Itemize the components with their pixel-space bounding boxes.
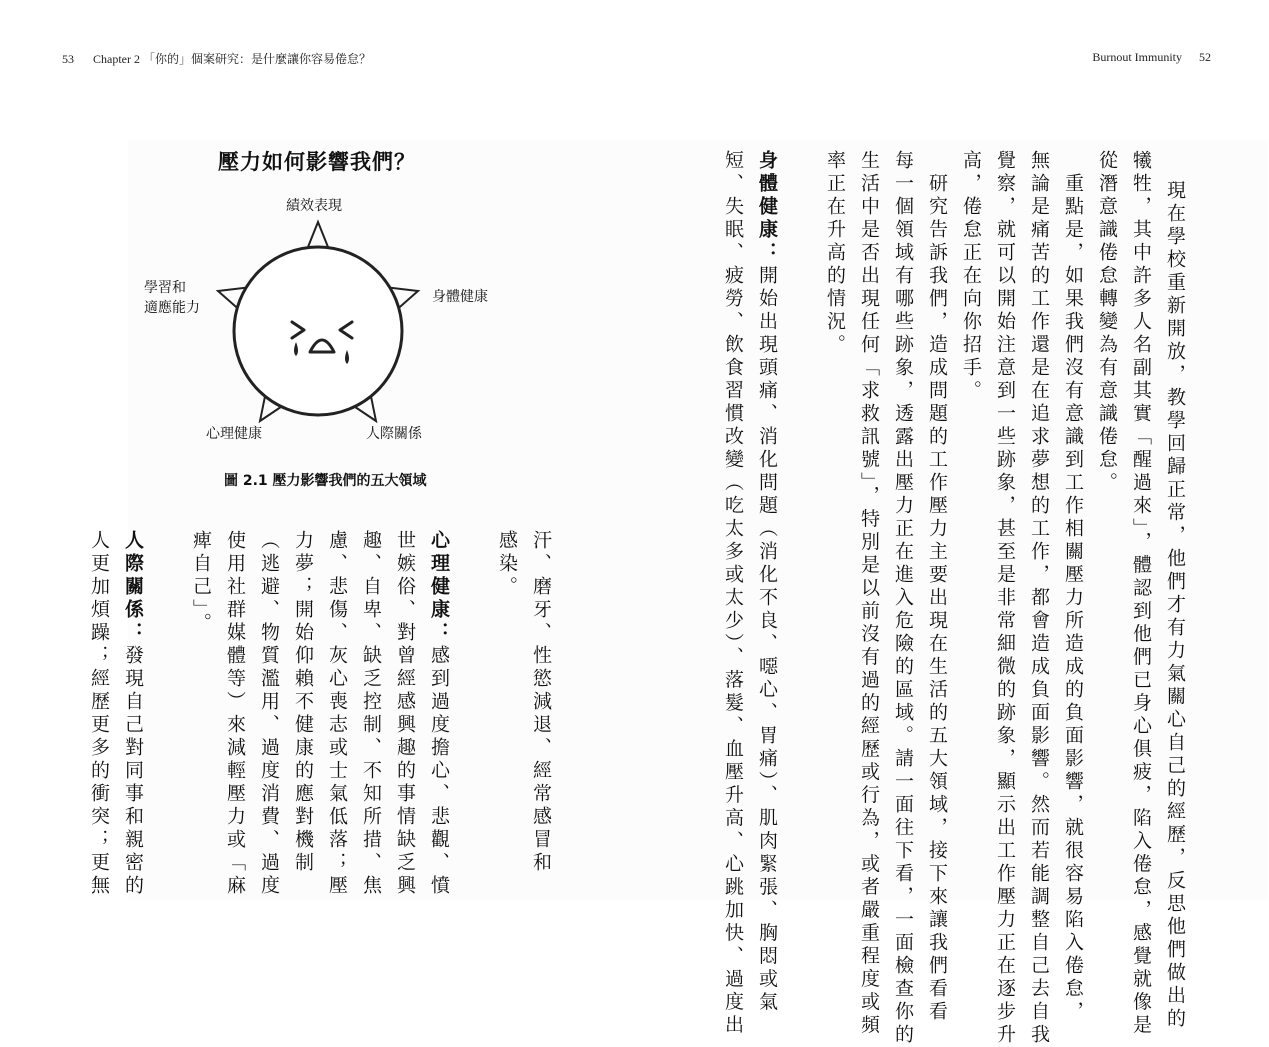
figure-title: 壓力如何影響我們？ <box>218 150 416 174</box>
text-column: 人更加煩躁；經歷更多的衝突；更無 <box>88 530 110 898</box>
text-column: 無論是痛苦的工作還是在追求夢想的工作，都會造成負面影響。然而若能調整自己去自我 <box>1028 150 1050 1047</box>
text-column: 重點是，如果我們沒有意識到工作相關壓力所造成的負面影響，就很容易陷入倦怠， <box>1062 150 1084 1024</box>
text-column: 短、失眠、疲勞、飲食習慣改變（吃太多或太少）、落髮、血壓升高、心跳加快、過度出 <box>722 150 744 1038</box>
label-mental-health: 心理健康 <box>206 426 262 442</box>
text-column: 從潛意識倦怠轉變為有意識倦怠。 <box>1096 150 1118 495</box>
text-column: （逃避、物質濫用、過度消費、過度 <box>258 530 280 898</box>
text-column: 力夢；開始仰賴不健康的應對機制 <box>292 530 314 875</box>
label-relationships: 人際關係 <box>366 426 422 442</box>
label-physical-health: 身體健康 <box>432 289 488 305</box>
face-circle <box>234 247 402 415</box>
chapter-title: Chapter 2 「你的」個案研究：是什麼讓你容易倦怠？ <box>93 52 371 66</box>
text-column: 生活中是否出現任何「求救訊號」，特別是以前沒有過的經歷或行為，或者嚴重程度或頻 <box>858 150 880 1038</box>
text-column: 趣、自卑、缺乏控制、不知所措、焦 <box>360 530 382 898</box>
right-page-header <box>1092 50 1211 65</box>
text-column: 現在學校重新開放，教學回歸正常，他們才有力氣關心自己的經歷，反思他們做出的 <box>1164 180 1186 1031</box>
text-column: 世嫉俗、對曾經感興趣的事情缺乏興 <box>394 530 416 898</box>
text-column: 使用社群媒體等）來減輕壓力或「麻 <box>224 530 246 898</box>
stress-pentagram-diagram <box>0 0 560 470</box>
label-learning: 學習和 適應能力 <box>144 280 200 316</box>
text-column: 人際關係：發現自己對同事和親密的 <box>122 530 144 898</box>
text-column: 高，倦怠正在向你招手。 <box>960 150 982 403</box>
figure-caption: 圖 2.1 壓力影響我們的五大領域 <box>224 473 427 489</box>
text-column: 痺自己」。 <box>190 530 212 636</box>
label-performance: 績效表現 <box>286 198 342 214</box>
text-column: 研究告訴我們，造成問題的工作壓力主要出現在生活的五大領域，接下來讓我們看看 <box>926 150 948 1024</box>
text-column: 感染。 <box>496 530 518 599</box>
section-heading-relationships: 人際關係： <box>122 530 144 645</box>
text-column: 覺察，就可以開始注意到一些跡象，甚至是非常細微的跡象，顯示出工作壓力正在逐步升 <box>994 150 1016 1047</box>
text-column: 每一個領域有哪些跡象，透露出壓力正在進入危險的區域。請一面往下看，一面檢查你的 <box>892 150 914 1047</box>
text-column: 率正在升高的情況。 <box>824 150 846 357</box>
right-page-number: 52 <box>1199 50 1211 64</box>
text-column: 犧牲，其中許多人名副其實「醒過來」，體認到他們已身心俱疲，陷入倦怠，感覺就像是 <box>1130 150 1152 1038</box>
section-heading-mental: 心理健康： <box>428 530 450 645</box>
section-heading-physical: 身體健康： <box>756 150 778 265</box>
left-page-number: 53 <box>62 52 74 66</box>
text-column: 汗、磨牙、性慾減退、經常感冒和 <box>530 530 552 875</box>
text-column: 心理健康：感到過度擔心、悲觀、憤 <box>428 530 450 898</box>
text-column: 身體健康：開始出現頭痛、消化問題（消化不良、噁心、胃痛）、肌肉緊張、胸悶或氣 <box>756 150 778 1015</box>
book-title: Burnout Immunity <box>1092 50 1182 64</box>
text-column: 慮、悲傷、灰心喪志或士氣低落；壓 <box>326 530 348 898</box>
